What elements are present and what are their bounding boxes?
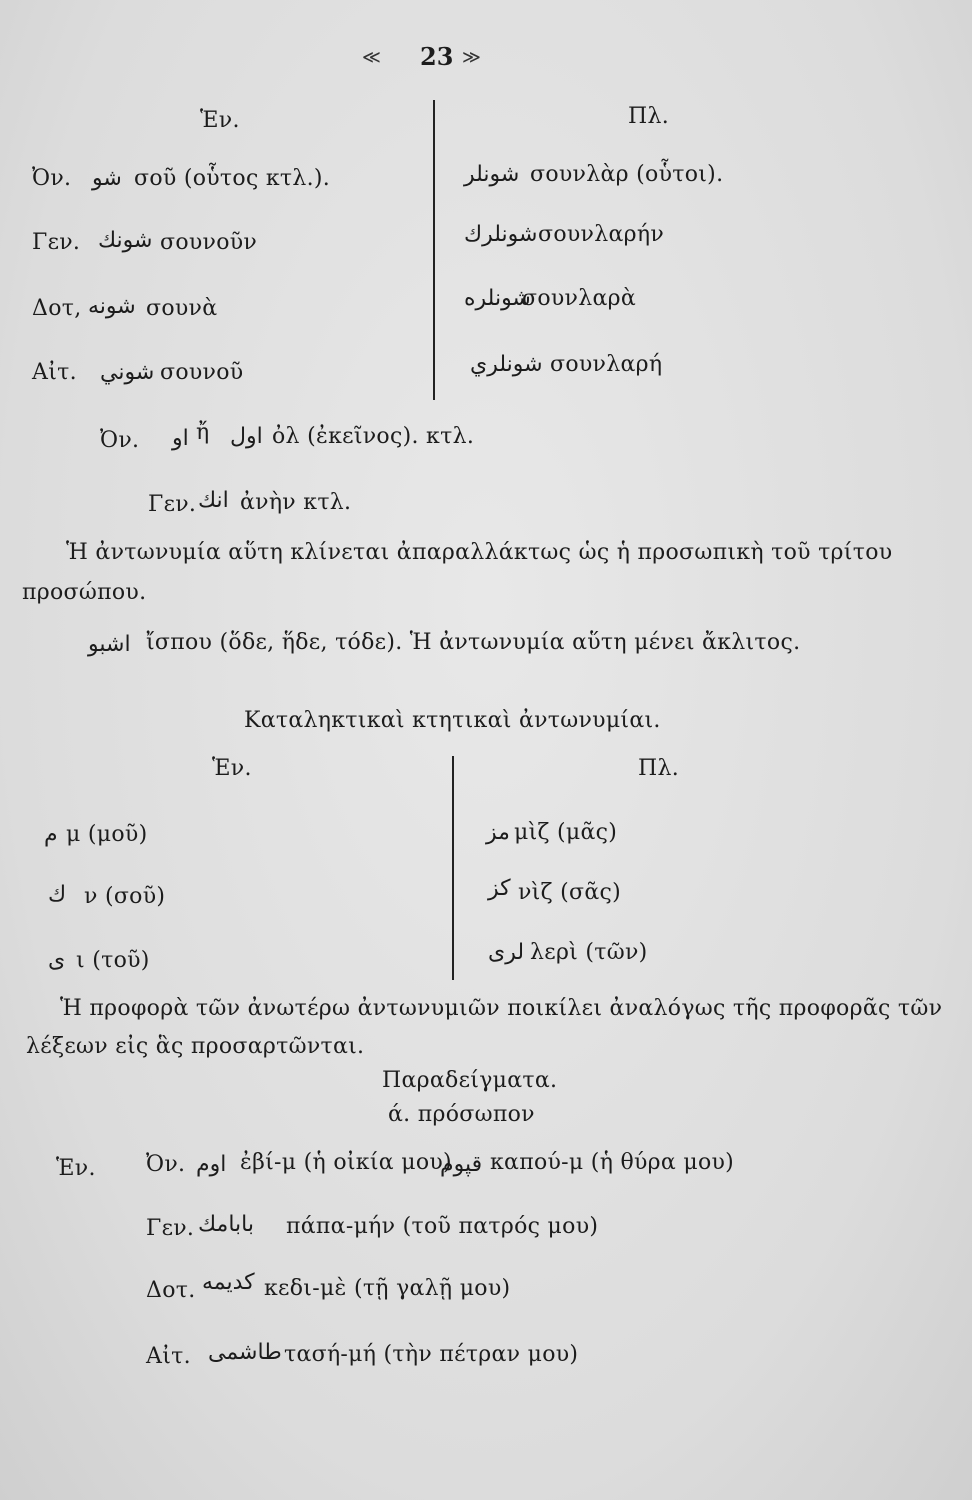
greek-form: κεδι-μὲ (τῇ γαλῇ μου) xyxy=(264,1276,511,1301)
greek-form: σουνλαρή xyxy=(550,352,663,377)
greek-form: σουνλαρὰ xyxy=(522,286,637,311)
greek-form: σουνλὰρ (οὗτοι). xyxy=(530,162,724,187)
arabic-word: او xyxy=(172,426,189,451)
greek-suffix: μ (μοῦ) xyxy=(66,822,148,847)
header-ornament-right: ≫ xyxy=(462,47,481,68)
case-label: Δοτ, xyxy=(32,296,82,321)
arabic-word: شونلري xyxy=(470,352,543,377)
arabic-word: شونلر xyxy=(464,162,520,187)
case-label: Γεν. xyxy=(148,492,197,517)
case-label: Αἰτ. xyxy=(146,1344,191,1369)
greek-suffix: μὶζ (μᾶς) xyxy=(514,820,618,845)
arabic-word: كديمه xyxy=(202,1270,255,1295)
arabic-suffix: لرى xyxy=(488,940,525,965)
table1-singular-heading: Ἑν. xyxy=(200,108,240,133)
arabic-suffix: ك xyxy=(48,882,67,907)
arabic-word: شونك xyxy=(98,228,153,253)
arabic-word: اوم xyxy=(196,1152,227,1177)
examples-subtitle: ά. πρόσωπον xyxy=(388,1102,535,1127)
greek-form: ἐβί-μ (ἡ οἰκία μου) xyxy=(240,1150,452,1175)
arabic-word: شونلره xyxy=(464,286,531,311)
examples-title: Παραδείγματα. xyxy=(382,1068,558,1093)
case-label: Ὀν. xyxy=(146,1152,186,1177)
paragraph-line: Ἡ ἀντωνυμία αὕτη κλίνεται ἀπαραλλάκτως ὡς ἡ προσωπικὴ τοῦ τρίτου xyxy=(66,540,893,565)
greek-form: σουνὰ xyxy=(146,296,218,321)
arabic-word: اول xyxy=(230,424,263,449)
case-label: Αἰτ. xyxy=(32,360,77,385)
arabic-word: اشبو xyxy=(88,632,131,657)
greek-form: σοῦ (οὗτος κτλ.). xyxy=(134,166,331,191)
page-number: 23 xyxy=(420,42,454,71)
case-label: Ὀν. xyxy=(100,428,140,453)
table2-divider xyxy=(452,756,454,980)
number-label: Ἑν. xyxy=(56,1156,96,1181)
section-title: Καταληκτικαὶ κτητικαὶ ἀντωνυμίαι. xyxy=(244,708,661,733)
arabic-suffix: م xyxy=(44,822,58,847)
greek-particle: ἤ xyxy=(196,420,210,445)
greek-suffix: ν (σοῦ) xyxy=(84,884,166,909)
arabic-suffix: كز xyxy=(488,876,511,901)
arabic-word: طاشمى xyxy=(208,1340,282,1365)
case-label: Γεν. xyxy=(32,230,81,255)
greek-form: σουνλαρήν xyxy=(538,222,664,247)
case-label: Δοτ. xyxy=(146,1278,196,1303)
table1-divider xyxy=(433,100,435,400)
arabic-word: شوني xyxy=(100,360,155,385)
table2-plural-heading: Πλ. xyxy=(638,756,680,781)
arabic-word: انك xyxy=(198,488,229,513)
case-label: Γεν. xyxy=(146,1216,195,1241)
header-ornament-left: ≪ xyxy=(362,47,381,68)
table1-plural-heading: Πλ. xyxy=(628,104,670,129)
arabic-suffix: ى xyxy=(48,948,66,973)
table2-singular-heading: Ἑν. xyxy=(212,756,252,781)
paragraph-line: προσώπου. xyxy=(22,580,147,605)
greek-form: καπού-μ (ἡ θύρα μου) xyxy=(490,1150,735,1175)
case-label: Ὀν. xyxy=(32,166,72,191)
paragraph-line: Ἡ προφορὰ τῶν ἀνωτέρω ἀντωνυμιῶν ποικίλει ἀναλόγως τῆς προφορᾶς τῶν xyxy=(60,996,943,1021)
arabic-word: شونلرك xyxy=(464,222,538,247)
arabic-word: قپوم xyxy=(440,1152,483,1177)
greek-suffix: νὶζ (σᾶς) xyxy=(518,880,621,905)
greek-form: ὀλ (ἐκεῖνος). κτλ. xyxy=(272,424,475,449)
arabic-suffix: مز xyxy=(486,820,510,845)
arabic-word: شو xyxy=(92,166,122,191)
greek-form: πάπα-μήν (τοῦ πατρός μου) xyxy=(286,1214,599,1239)
greek-form: ἀνὴν κτλ. xyxy=(240,490,352,515)
greek-form: σουνοῦν xyxy=(160,230,258,255)
greek-suffix: ι (τοῦ) xyxy=(76,948,150,973)
greek-suffix: λερὶ (τῶν) xyxy=(530,940,648,965)
arabic-word: بابامك xyxy=(198,1212,254,1237)
paragraph-line: λέξεων εἰς ἃς προσαρτῶνται. xyxy=(26,1034,365,1059)
paragraph-line: ἴσπου (ὅδε, ἥδε, τόδε). Ἡ ἀντωνυμία αὕτη μένει ἄκλιτος. xyxy=(146,630,801,655)
arabic-word: شونه xyxy=(88,294,136,319)
greek-form: σουνοῦ xyxy=(160,360,244,385)
greek-form: τασή-μή (τὴν πέτραν μου) xyxy=(284,1342,579,1367)
